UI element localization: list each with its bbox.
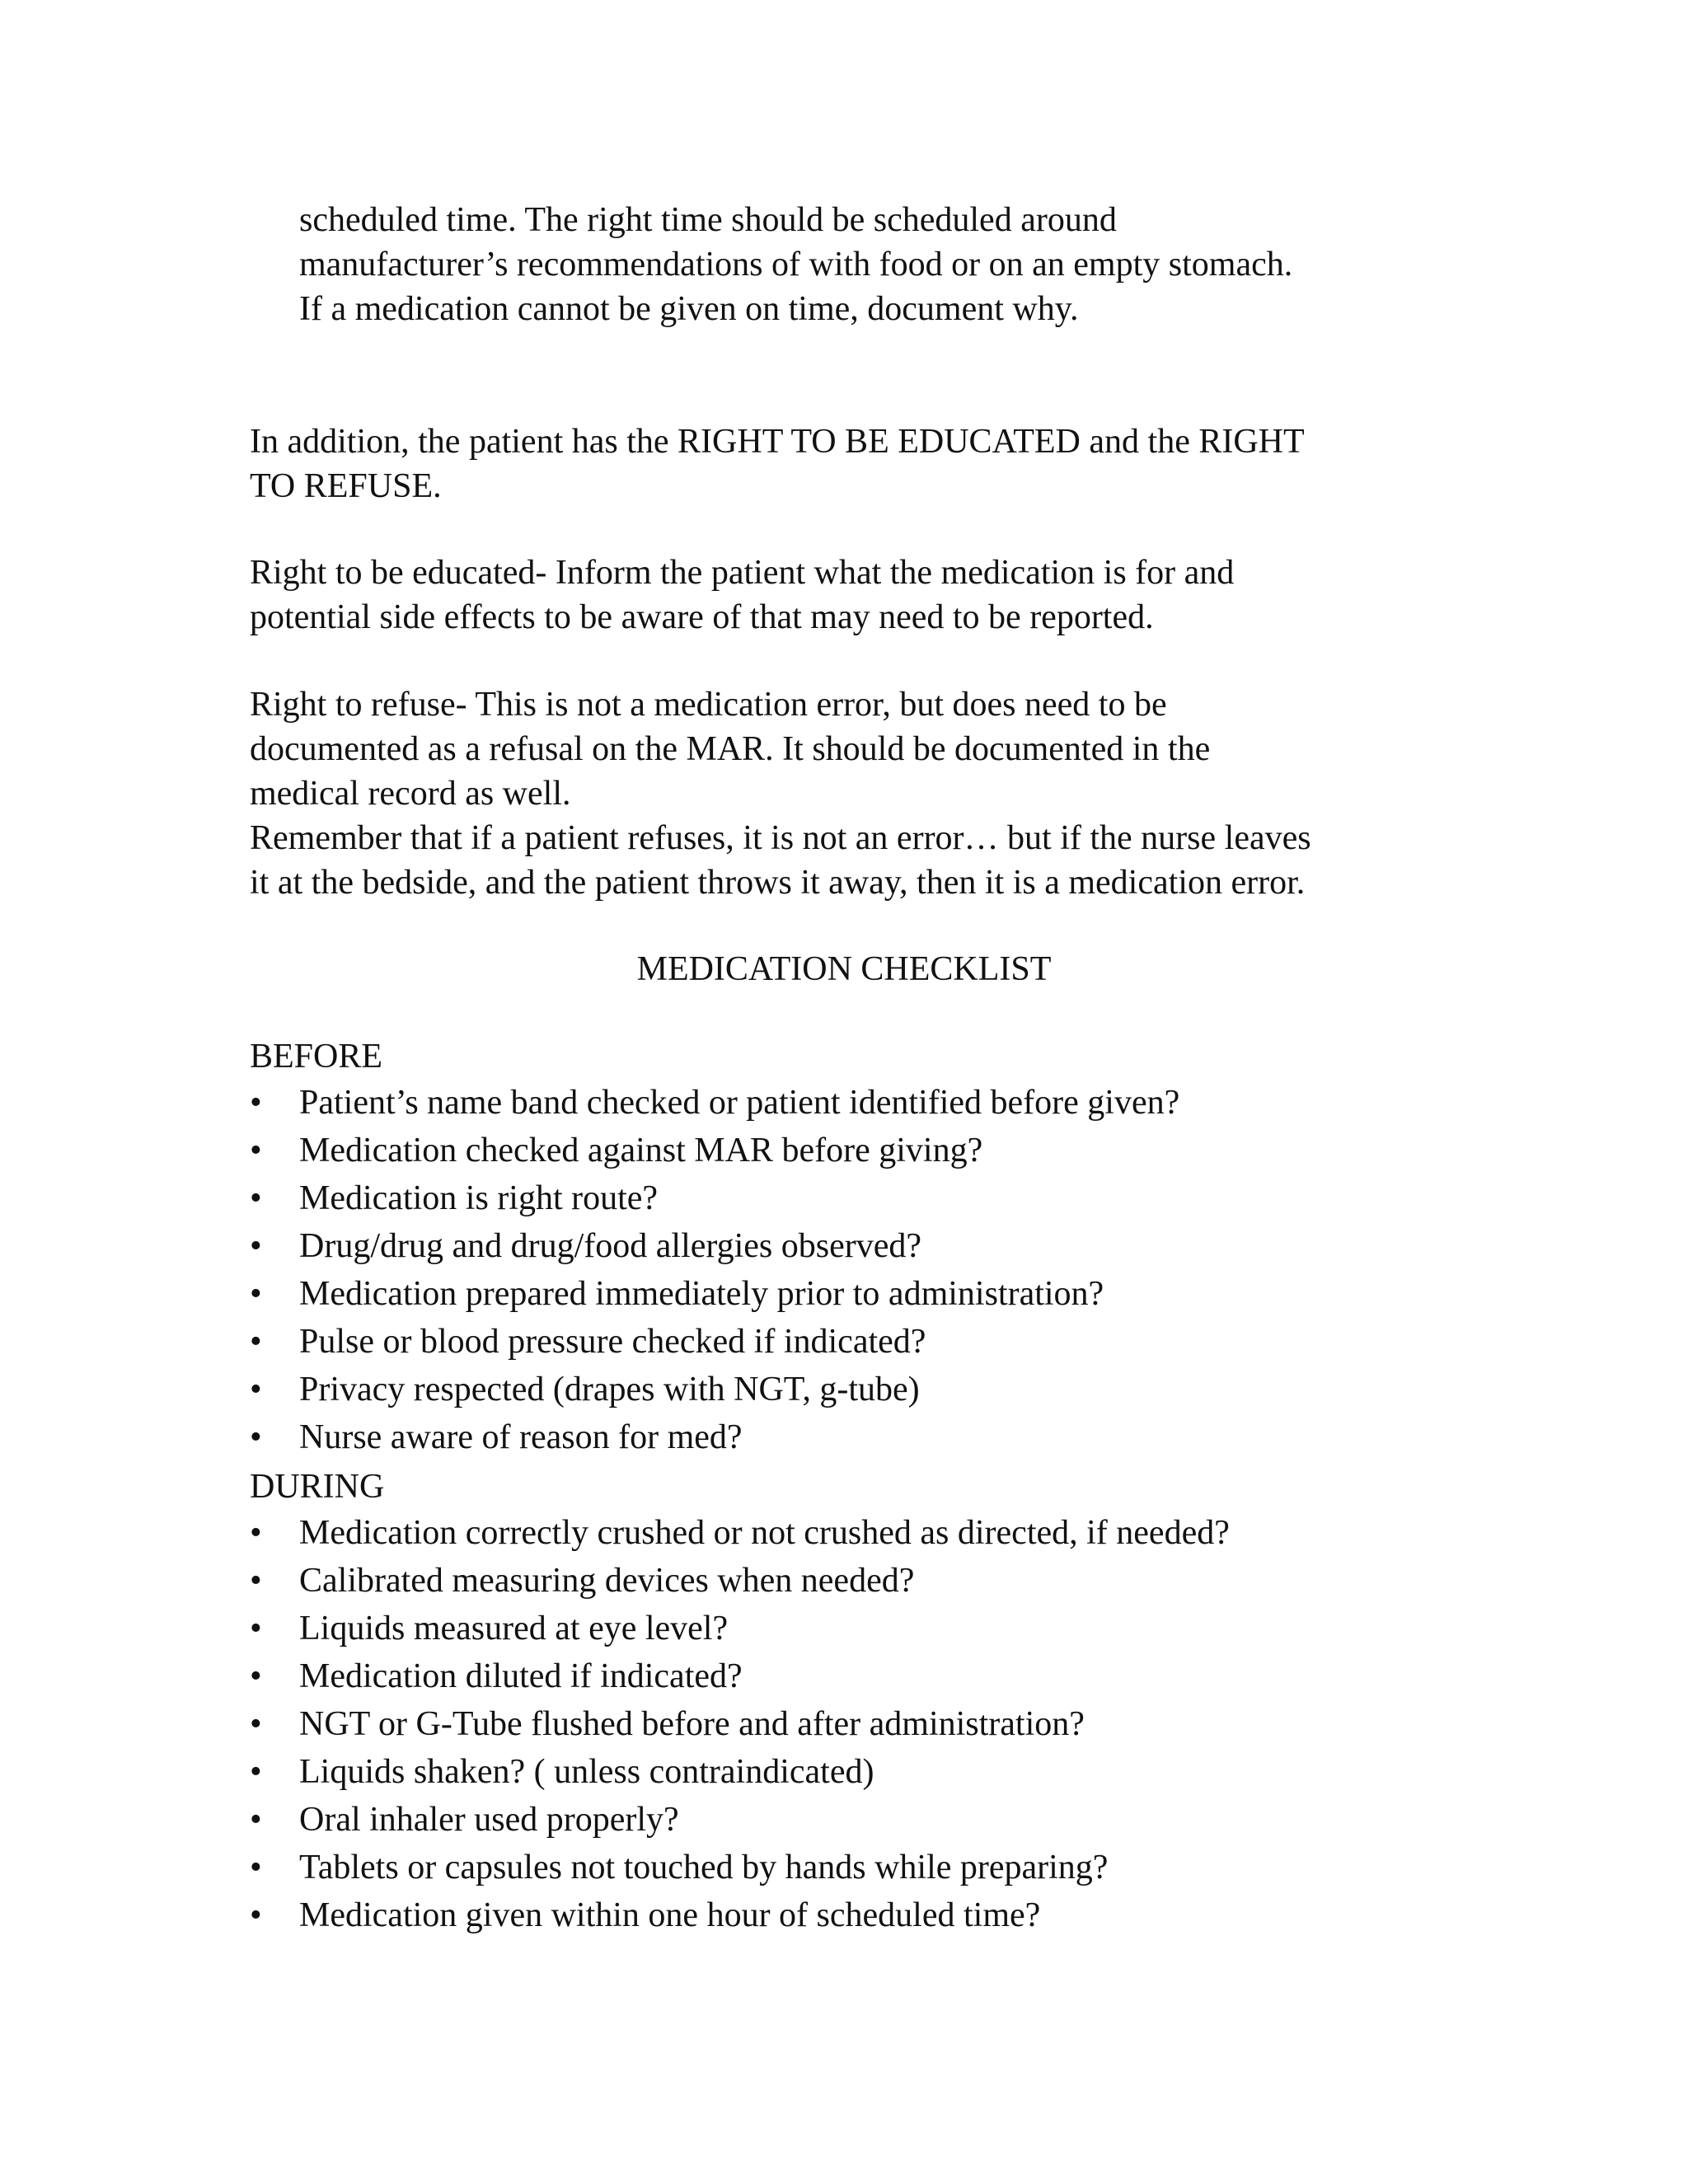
list-item-text: Tablets or capsules not touched by hands while preparing?: [299, 1849, 1109, 1886]
bullet-icon: •: [250, 1275, 262, 1313]
list-item-text: Medication prepared immediately prior to administration?: [299, 1275, 1104, 1313]
list-item-text: Calibrated measuring devices when needed?: [299, 1562, 915, 1600]
list-item: [250, 1748, 1230, 1796]
intro-line: scheduled time. The right time should be scheduled around: [299, 201, 1117, 239]
list-item: [250, 1222, 1179, 1270]
list-item-text: Liquids shaken? ( unless contraindicated): [299, 1753, 874, 1791]
refuse-line: it at the bedside, and the patient throws it away, then it is a medication error.: [250, 864, 1306, 902]
rights-line: In addition, the patient has the RIGHT TO BE EDUCATED and the RIGHT: [250, 423, 1305, 461]
list-item-text: NGT or G-Tube flushed before and after administration?: [299, 1705, 1085, 1743]
list-item: [250, 1079, 1179, 1127]
list-item: [250, 1318, 1179, 1366]
bullet-icon: •: [250, 1801, 262, 1839]
list-item: [250, 1891, 1230, 1939]
bullet-icon: •: [250, 1705, 262, 1743]
right-to-be-educated-paragraph: [250, 551, 1453, 640]
bullet-icon: •: [250, 1227, 262, 1265]
bullet-icon: •: [250, 1323, 262, 1361]
bullet-icon: •: [250, 1753, 262, 1791]
list-item-text: Medication is right route?: [299, 1179, 659, 1217]
during-heading: DURING: [250, 1468, 385, 1506]
refuse-line: Remember that if a patient refuses, it is not an error… but if the nurse leaves: [250, 819, 1311, 857]
bullet-icon: •: [250, 1562, 262, 1600]
list-item-text: Liquids measured at eye level?: [299, 1610, 729, 1647]
educated-line: Right to be educated- Inform the patient what the medication is for and: [250, 554, 1235, 592]
list-item-text: Medication diluted if indicated?: [299, 1657, 743, 1695]
during-checklist: [250, 1509, 1230, 1939]
list-item: [250, 1366, 1179, 1413]
bullet-icon: •: [250, 1132, 262, 1169]
list-item: [250, 1509, 1230, 1557]
bullet-icon: •: [250, 1084, 262, 1122]
list-item-text: Pulse or blood pressure checked if indicated?: [299, 1323, 926, 1361]
refuse-line: Right to refuse- This is not a medication error, but does need to be: [250, 686, 1167, 724]
rights-paragraph: [250, 419, 1453, 509]
bullet-icon: •: [250, 1657, 262, 1695]
list-item: [250, 1270, 1179, 1318]
list-item-text: Oral inhaler used properly?: [299, 1801, 679, 1839]
list-item: [250, 1174, 1179, 1222]
bullet-icon: •: [250, 1514, 262, 1552]
checklist-title: MEDICATION CHECKLIST: [636, 950, 1052, 988]
rights-line: TO REFUSE.: [250, 467, 442, 505]
list-item: [250, 1652, 1230, 1700]
before-heading: BEFORE: [250, 1038, 383, 1076]
intro-paragraph: [299, 198, 1503, 331]
list-item-text: Medication checked against MAR before giving?: [299, 1132, 983, 1169]
bullet-icon: •: [250, 1896, 262, 1934]
bullet-icon: •: [250, 1610, 262, 1647]
list-item: [250, 1844, 1230, 1891]
bullet-icon: •: [250, 1418, 262, 1456]
before-checklist: [250, 1079, 1179, 1461]
list-item-text: Medication given within one hour of scheduled time?: [299, 1896, 1041, 1934]
list-item: [250, 1605, 1230, 1652]
list-item-text: Patient’s name band checked or patient identified before given?: [299, 1084, 1180, 1122]
bullet-icon: •: [250, 1849, 262, 1886]
refuse-line: medical record as well.: [250, 775, 571, 813]
list-item-text: Medication correctly crushed or not crushed as directed, if needed?: [299, 1514, 1230, 1552]
list-item: [250, 1413, 1179, 1461]
list-item: [250, 1700, 1230, 1748]
bullet-icon: •: [250, 1179, 262, 1217]
educated-line: potential side effects to be aware of that may need to be reported.: [250, 598, 1154, 636]
list-item-text: Nurse aware of reason for med?: [299, 1418, 743, 1456]
list-item: [250, 1127, 1179, 1174]
list-item: [250, 1796, 1230, 1844]
list-item-text: Drug/drug and drug/food allergies observed?: [299, 1227, 922, 1265]
bullet-icon: •: [250, 1371, 262, 1408]
list-item: [250, 1557, 1230, 1605]
right-to-refuse-paragraph: [250, 682, 1453, 905]
intro-line: manufacturer’s recommendations of with food or on an empty stomach.: [299, 246, 1293, 284]
intro-line: If a medication cannot be given on time, document why.: [299, 290, 1079, 328]
refuse-line: documented as a refusal on the MAR. It should be documented in the: [250, 730, 1211, 768]
list-item-text: Privacy respected (drapes with NGT, g-tube): [299, 1371, 920, 1408]
